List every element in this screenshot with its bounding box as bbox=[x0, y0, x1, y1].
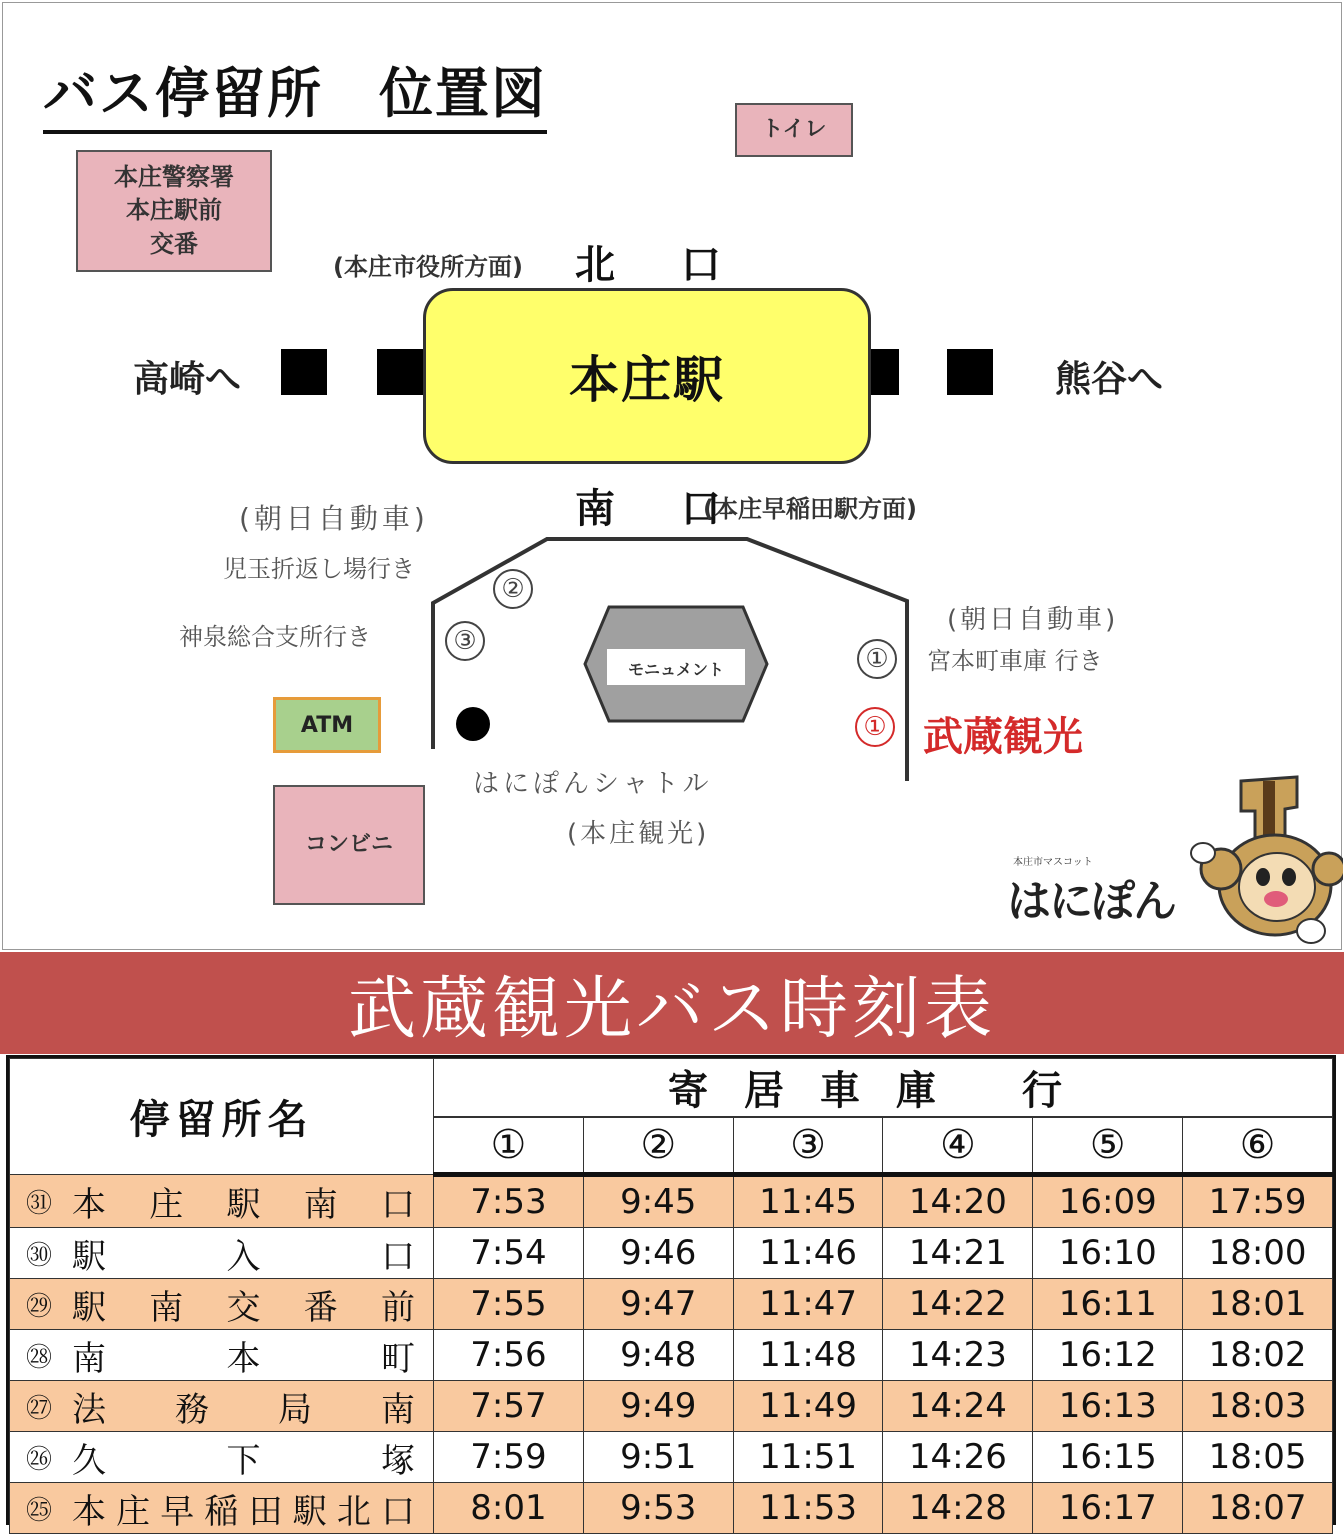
stop-name-char: 口 bbox=[381, 1184, 415, 1225]
departure-time: 7:53 bbox=[434, 1175, 584, 1228]
stop-number: ㉗ bbox=[26, 1393, 53, 1424]
mascot-name-logo: はにぽん bbox=[1007, 876, 1175, 927]
stop-1-marker: ① bbox=[857, 639, 897, 679]
stop-name-char: 本 bbox=[226, 1338, 261, 1379]
location-map bbox=[2, 2, 1342, 950]
departure-time: 7:55 bbox=[434, 1279, 584, 1330]
table-row bbox=[10, 1279, 1333, 1330]
stop-name-char: 南 bbox=[149, 1287, 184, 1328]
departure-time: 17:59 bbox=[1183, 1175, 1333, 1228]
stop-name-cell bbox=[10, 1330, 434, 1381]
north-gate-direction: (本庄市役所方面) bbox=[333, 253, 523, 281]
stop-name-char: 口 bbox=[380, 1491, 415, 1532]
stop-number: ㉕ bbox=[26, 1495, 53, 1526]
departure-time: 16:12 bbox=[1033, 1330, 1183, 1381]
departure-time: 9:53 bbox=[583, 1483, 733, 1534]
stop-name bbox=[72, 1382, 415, 1431]
table-row bbox=[10, 1228, 1333, 1279]
north-gate-label: 北 口 bbox=[575, 242, 747, 288]
shuttle-company: (本庄観光) bbox=[567, 819, 710, 849]
stop-number: ㉙ bbox=[26, 1291, 53, 1322]
stop-name-char: 駅 bbox=[72, 1236, 106, 1277]
stop1-destination: 宮本町車庫 行き bbox=[927, 647, 1103, 675]
south-gate-direction: (本庄早稲田駅方面) bbox=[703, 495, 917, 523]
stop-name-cell bbox=[10, 1381, 434, 1432]
stop-3-marker: ③ bbox=[445, 621, 485, 661]
stop-name-char: 町 bbox=[381, 1338, 415, 1379]
asahi-company-left: (朝日自動車) bbox=[239, 502, 429, 535]
trip-header-5: ⑤ bbox=[1033, 1117, 1183, 1175]
stop-name bbox=[72, 1331, 415, 1380]
haniwa-mascot-icon bbox=[1185, 775, 1343, 947]
stop-name-char: 交 bbox=[226, 1287, 261, 1328]
departure-time: 14:23 bbox=[883, 1330, 1033, 1381]
stop-name bbox=[72, 1433, 415, 1482]
stop-name-cell bbox=[10, 1228, 434, 1279]
trip-header-3: ③ bbox=[733, 1117, 883, 1175]
departure-time: 8:01 bbox=[434, 1483, 584, 1534]
musashi-stop-marker: ① bbox=[855, 707, 895, 747]
trip-header-2: ② bbox=[583, 1117, 733, 1175]
departure-time: 14:20 bbox=[883, 1175, 1033, 1228]
table-row bbox=[10, 1432, 1333, 1483]
departure-time: 16:11 bbox=[1033, 1279, 1183, 1330]
destination-header: 寄居車庫 行 bbox=[434, 1059, 1333, 1118]
timetable-grid bbox=[9, 1058, 1333, 1534]
stop-name-char: 本 bbox=[72, 1184, 106, 1225]
departure-time: 11:48 bbox=[733, 1330, 883, 1381]
stop-name-char: 早 bbox=[160, 1491, 195, 1532]
stop-name-char: 駅 bbox=[292, 1491, 327, 1532]
stop-name-char: 久 bbox=[72, 1440, 106, 1481]
departure-time: 18:05 bbox=[1183, 1432, 1333, 1483]
stop-name-char: 駅 bbox=[72, 1287, 106, 1328]
table-row bbox=[10, 1381, 1333, 1432]
departure-time: 9:46 bbox=[583, 1228, 733, 1279]
departure-time: 18:03 bbox=[1183, 1381, 1333, 1432]
stop1-company: (朝日自動車) bbox=[947, 605, 1119, 635]
departure-time: 7:57 bbox=[434, 1381, 584, 1432]
stop-number: ㉛ bbox=[26, 1188, 53, 1219]
monument-label: モニュメント bbox=[627, 660, 724, 679]
stop-name-char: 口 bbox=[381, 1236, 415, 1277]
stop-name-char: 入 bbox=[226, 1236, 261, 1277]
stop-number: ㉘ bbox=[26, 1342, 53, 1373]
stop-name-cell bbox=[10, 1279, 434, 1330]
atm-box: ATM bbox=[273, 697, 381, 753]
police-line-2: 本庄駅前 bbox=[126, 196, 222, 225]
stop-name-char: 南 bbox=[72, 1338, 106, 1379]
stop-name-char: 庄 bbox=[149, 1184, 184, 1225]
departure-time: 7:59 bbox=[434, 1432, 584, 1483]
departure-time: 11:46 bbox=[733, 1228, 883, 1279]
departure-time: 9:48 bbox=[583, 1330, 733, 1381]
stop3-destination: 神泉総合支所行き bbox=[179, 623, 371, 651]
stop-name-char: 前 bbox=[381, 1287, 415, 1328]
stop-name-char: 駅 bbox=[226, 1184, 261, 1225]
departure-time: 11:49 bbox=[733, 1381, 883, 1432]
stop-name bbox=[72, 1177, 415, 1226]
trip-header-4: ④ bbox=[883, 1117, 1033, 1175]
departure-time: 18:07 bbox=[1183, 1483, 1333, 1534]
stop-name-char: 局 bbox=[278, 1389, 312, 1430]
stop-name-cell bbox=[10, 1483, 434, 1534]
south-gate-label: 南 口 bbox=[575, 486, 747, 532]
to-takasaki-label: 高崎へ bbox=[133, 359, 242, 400]
stop-name-char: 稲 bbox=[204, 1491, 239, 1532]
departure-time: 18:02 bbox=[1183, 1330, 1333, 1381]
shuttle-stop-dot bbox=[456, 707, 490, 741]
stop-2-marker: ② bbox=[493, 569, 533, 609]
map-title: バス停留所 位置図 bbox=[43, 51, 547, 134]
stop-name-char: 庄 bbox=[116, 1491, 151, 1532]
timetable-body bbox=[10, 1175, 1333, 1534]
departure-time: 11:53 bbox=[733, 1483, 883, 1534]
stop2-destination: 児玉折返し場行き bbox=[223, 555, 415, 583]
bus-terminal-outline bbox=[3, 3, 1341, 949]
departure-time: 11:47 bbox=[733, 1279, 883, 1330]
police-line-3: 交番 bbox=[150, 229, 198, 258]
departure-time: 16:15 bbox=[1033, 1432, 1183, 1483]
departure-time: 14:21 bbox=[883, 1228, 1033, 1279]
departure-time: 14:24 bbox=[883, 1381, 1033, 1432]
timetable-title-banner: 武蔵観光バス時刻表 bbox=[0, 952, 1344, 1054]
departure-time: 16:13 bbox=[1033, 1381, 1183, 1432]
table-row bbox=[10, 1175, 1333, 1228]
departure-time: 14:26 bbox=[883, 1432, 1033, 1483]
to-kumagaya-label: 熊谷へ bbox=[1055, 359, 1164, 400]
trip-header-6: ⑥ bbox=[1183, 1117, 1333, 1175]
departure-time: 16:17 bbox=[1033, 1483, 1183, 1534]
stop-name bbox=[72, 1484, 415, 1533]
stop-name-char: 南 bbox=[303, 1184, 338, 1225]
departure-time: 7:54 bbox=[434, 1228, 584, 1279]
table-row bbox=[10, 1483, 1333, 1534]
departure-time: 18:00 bbox=[1183, 1228, 1333, 1279]
departure-time: 9:49 bbox=[583, 1381, 733, 1432]
table-row bbox=[10, 1330, 1333, 1381]
police-line-1: 本庄警察署 bbox=[114, 162, 234, 191]
stop-name-cell bbox=[10, 1432, 434, 1483]
departure-time: 14:28 bbox=[883, 1483, 1033, 1534]
musashi-stop-label: 武蔵観光 bbox=[923, 714, 1083, 760]
stop-name-char: 北 bbox=[336, 1491, 371, 1532]
stop-name-char: 法 bbox=[72, 1389, 106, 1430]
stop-name-char: 塚 bbox=[381, 1440, 415, 1481]
departure-time: 7:56 bbox=[434, 1330, 584, 1381]
departure-time: 9:51 bbox=[583, 1432, 733, 1483]
stop-name-header: 停留所名 bbox=[10, 1059, 434, 1175]
stop-name-char: 務 bbox=[175, 1389, 209, 1430]
stop-name bbox=[72, 1280, 415, 1329]
stop-name-char: 番 bbox=[303, 1287, 338, 1328]
stop-name-char: 本 bbox=[72, 1491, 106, 1532]
departure-time: 18:01 bbox=[1183, 1279, 1333, 1330]
shuttle-label: はにぽんシャトル bbox=[473, 769, 713, 799]
departure-time: 16:10 bbox=[1033, 1228, 1183, 1279]
departure-time: 9:45 bbox=[583, 1175, 733, 1228]
trip-header-1: ① bbox=[434, 1117, 584, 1175]
timetable bbox=[6, 1055, 1336, 1532]
departure-time: 11:45 bbox=[733, 1175, 883, 1228]
departure-time: 16:09 bbox=[1033, 1175, 1183, 1228]
departure-time: 14:22 bbox=[883, 1279, 1033, 1330]
stop-name-char: 田 bbox=[248, 1491, 283, 1532]
departure-time: 11:51 bbox=[733, 1432, 883, 1483]
stop-number: ㉖ bbox=[26, 1444, 53, 1475]
toilet-box: トイレ bbox=[735, 103, 853, 157]
stop-number: ㉚ bbox=[26, 1240, 53, 1271]
stop-name-char: 南 bbox=[381, 1389, 415, 1430]
stop-name bbox=[72, 1229, 415, 1278]
stop-name-cell bbox=[10, 1175, 434, 1228]
station-building: 本庄駅 bbox=[423, 288, 871, 464]
departure-time: 9:47 bbox=[583, 1279, 733, 1330]
stop-name-char: 下 bbox=[226, 1440, 261, 1481]
mascot-caption: 本庄市マスコット bbox=[1013, 857, 1093, 868]
convenience-store-box: コンビニ bbox=[273, 785, 425, 905]
